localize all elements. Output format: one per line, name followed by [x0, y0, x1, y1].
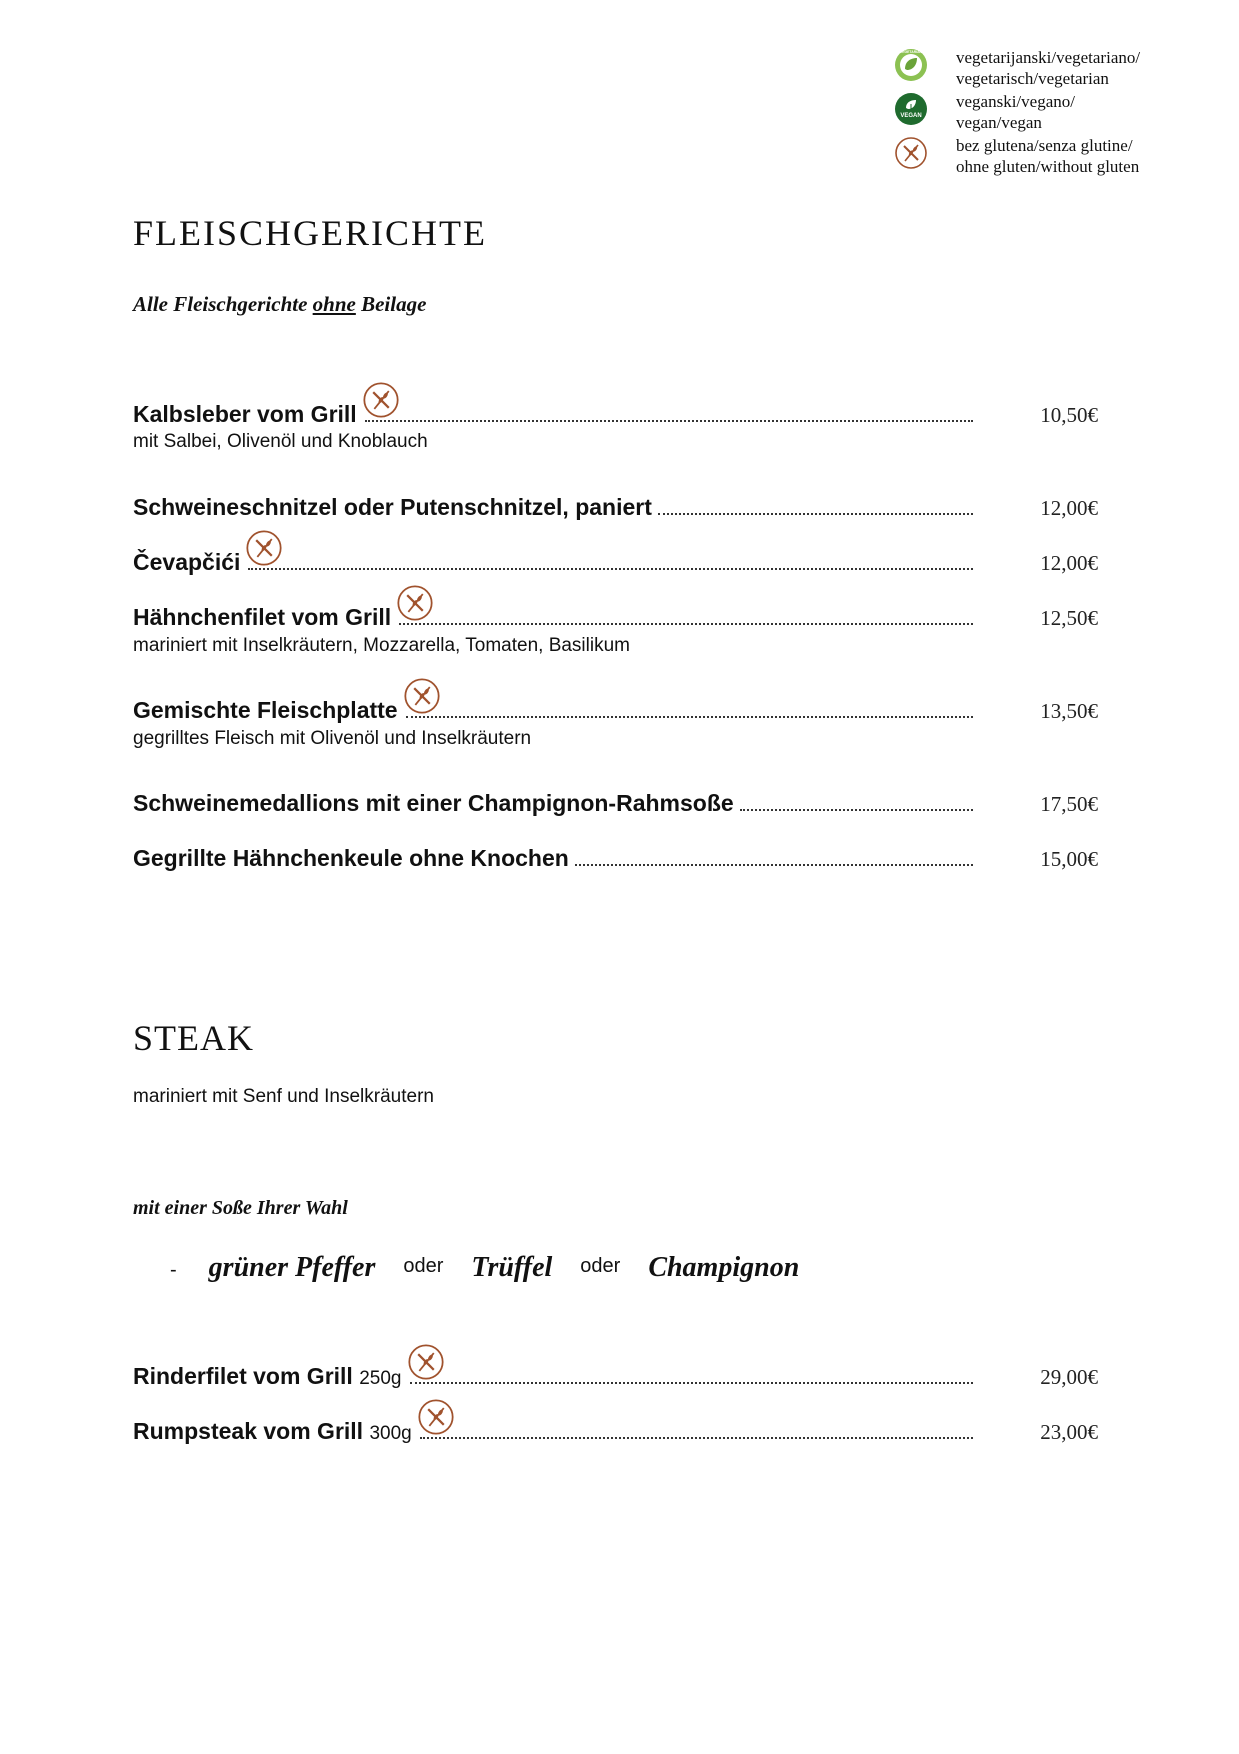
steak-name: Rumpsteak vom Grill — [133, 1418, 364, 1444]
dot-leader — [420, 1425, 973, 1439]
section-title-steak: STEAK — [133, 1018, 254, 1058]
menu-item-name — [133, 1360, 402, 1395]
menu-item — [133, 546, 1098, 578]
menu-item — [133, 694, 1098, 726]
vegan-icon — [893, 91, 929, 127]
dot-leader — [740, 797, 973, 811]
menu-item-price: 15,00€ — [1040, 847, 1098, 871]
menu-item-price: 12,50€ — [1040, 606, 1098, 630]
menu-item-name: Gemischte Fleischplatte — [133, 697, 398, 723]
svg-text:VEGAN: VEGAN — [900, 113, 922, 119]
menu-item-description: mariniert mit Inselkräutern, Mozzarella, Tomaten, Basilikum — [133, 635, 630, 656]
sauce-note: mit einer Soße Ihrer Wahl — [133, 1197, 348, 1219]
note-text-pre: Alle Fleischgerichte — [133, 292, 313, 316]
gluten-free-icon — [893, 135, 929, 171]
legend-vegan-line2: vegan/vegan — [956, 113, 1042, 132]
dot-leader — [410, 1370, 973, 1384]
menu-item — [133, 601, 1098, 633]
legend-vegetarian-line1: vegetarijanski/vegetariano/ — [956, 48, 1141, 67]
dot-leader — [365, 408, 973, 422]
menu-item-name — [133, 1415, 412, 1450]
legend-vegetarian-line2: vegetarisch/vegetarian — [956, 69, 1109, 88]
menu-item-name: Hähnchenfilet vom Grill — [133, 604, 392, 630]
dot-leader — [406, 704, 973, 718]
legend-vegan-line1: veganski/vegano/ — [956, 92, 1075, 111]
menu-item — [133, 787, 1098, 819]
dot-leader — [658, 501, 973, 515]
menu-item-name: Schweinemedallions mit einer Champignon-Rahmsoße — [133, 790, 734, 816]
dot-leader — [248, 556, 973, 570]
menu-item-price: 17,50€ — [1040, 792, 1098, 816]
menu-item — [133, 491, 1098, 523]
legend-gluten-free-line1: bez glutena/senza glutine/ — [956, 136, 1133, 155]
section-note — [133, 292, 426, 317]
menu-item — [133, 1415, 1098, 1447]
menu-item-name: Gegrillte Hähnchenkeule ohne Knochen — [133, 845, 569, 871]
steak-description: mariniert mit Senf und Inselkräutern — [133, 1086, 434, 1107]
note-text-underlined: ohne — [312, 292, 356, 316]
menu-item-name: Schweineschnitzel oder Putenschnitzel, paniert — [133, 494, 652, 520]
steak-weight: 300g — [369, 1423, 412, 1444]
legend-vegan — [893, 89, 1213, 133]
menu-item-price: 10,50€ — [1040, 403, 1098, 427]
menu-item-price: 13,50€ — [1040, 699, 1098, 723]
sauce-separator: oder — [403, 1255, 444, 1277]
menu-item-price: 29,00€ — [1040, 1365, 1098, 1389]
menu-item-name: Kalbsleber vom Grill — [133, 401, 357, 427]
sauce-option: Champignon — [648, 1252, 800, 1283]
menu-item — [133, 842, 1098, 874]
vegetarian-icon — [893, 47, 929, 83]
sauce-options — [170, 1252, 799, 1292]
menu-item — [133, 1360, 1098, 1392]
sauce-option: Trüffel — [471, 1252, 553, 1283]
legend-gluten-free-line2: ohne gluten/without gluten — [956, 157, 1140, 176]
section-title-fleischgerichte: FLEISCHGERICHTE — [133, 213, 487, 253]
menu-item — [133, 398, 1098, 430]
dot-leader — [575, 852, 973, 866]
list-dash: - — [170, 1259, 177, 1281]
menu-item-price: 23,00€ — [1040, 1420, 1098, 1444]
diet-legend — [893, 45, 1213, 177]
legend-vegetarian — [893, 45, 1213, 89]
svg-text:VEGETARIAN: VEGETARIAN — [900, 50, 922, 54]
menu-item-description: mit Salbei, Olivenöl und Knoblauch — [133, 431, 428, 452]
menu-item-price: 12,00€ — [1040, 551, 1098, 575]
menu-item-description: gegrilltes Fleisch mit Olivenöl und Inselkräutern — [133, 728, 532, 749]
steak-name: Rinderfilet vom Grill — [133, 1363, 353, 1389]
menu-item-name: Čevapčići — [133, 549, 241, 575]
dot-leader — [399, 611, 973, 625]
note-text-post: Beilage — [355, 292, 427, 316]
sauce-separator: oder — [580, 1255, 621, 1277]
steak-weight: 250g — [359, 1368, 402, 1389]
sauce-option: grüner Pfeffer — [208, 1252, 376, 1283]
menu-item-price: 12,00€ — [1040, 496, 1098, 520]
legend-gluten-free — [893, 133, 1213, 177]
